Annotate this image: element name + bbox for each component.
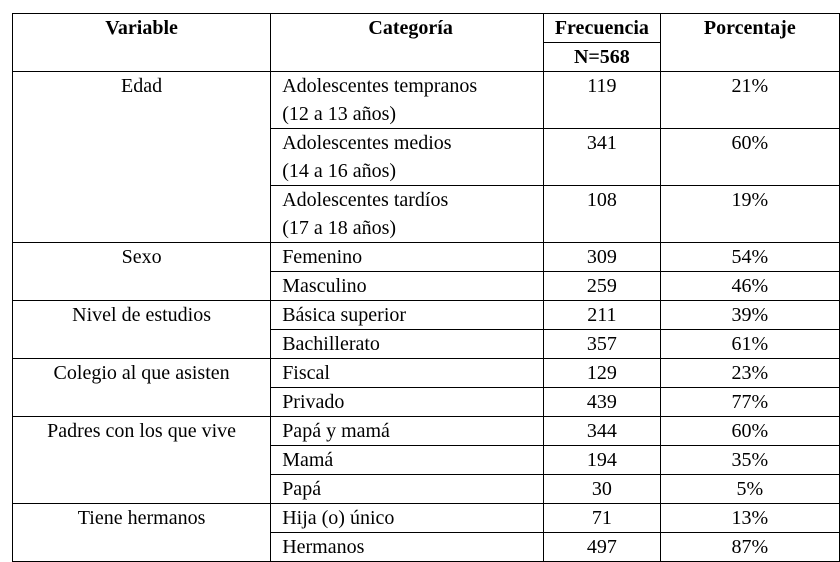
cell-porcentaje: 77% bbox=[660, 388, 839, 417]
header-variable: Variable bbox=[13, 14, 271, 72]
categoria-range: (12 a 13 años) bbox=[282, 103, 397, 125]
cell-frecuencia: 341 bbox=[544, 129, 661, 186]
categoria-label: Adolescentes medios bbox=[282, 132, 452, 154]
cell-frecuencia: 497 bbox=[544, 533, 661, 562]
table-row bbox=[13, 72, 840, 129]
cell-frecuencia: 108 bbox=[544, 186, 661, 243]
cell-porcentaje: 5% bbox=[660, 475, 839, 504]
categoria-label: Fiscal bbox=[282, 362, 330, 384]
categoria-label: Papá bbox=[282, 478, 322, 500]
categoria-label: Femenino bbox=[282, 246, 363, 268]
data-table-container bbox=[12, 13, 840, 562]
cell-frecuencia: 344 bbox=[544, 417, 661, 446]
header-row bbox=[13, 14, 840, 43]
cell-variable: Padres con los que vive bbox=[13, 417, 271, 504]
cell-categoria bbox=[271, 504, 544, 533]
cell-frecuencia: 30 bbox=[544, 475, 661, 504]
table-row bbox=[13, 243, 840, 272]
cell-categoria bbox=[271, 533, 544, 562]
cell-categoria bbox=[271, 186, 544, 243]
cell-porcentaje: 54% bbox=[660, 243, 839, 272]
cell-frecuencia: 71 bbox=[544, 504, 661, 533]
categoria-label: Papá y mamá bbox=[282, 420, 390, 442]
categoria-label: Mamá bbox=[282, 449, 334, 471]
categoria-range: (14 a 16 años) bbox=[282, 160, 397, 182]
cell-variable: Edad bbox=[13, 72, 271, 243]
categoria-label: Hermanos bbox=[282, 536, 365, 558]
header-categoria: Categoría bbox=[271, 14, 544, 72]
cell-categoria bbox=[271, 417, 544, 446]
cell-variable: Sexo bbox=[13, 243, 271, 301]
cell-frecuencia: 259 bbox=[544, 272, 661, 301]
cell-porcentaje: 87% bbox=[660, 533, 839, 562]
cell-porcentaje: 39% bbox=[660, 301, 839, 330]
cell-categoria bbox=[271, 272, 544, 301]
cell-porcentaje: 60% bbox=[660, 417, 839, 446]
categoria-range: (17 a 18 años) bbox=[282, 217, 397, 239]
cell-porcentaje: 21% bbox=[660, 72, 839, 129]
header-sample-size: N=568 bbox=[544, 43, 661, 72]
cell-porcentaje: 23% bbox=[660, 359, 839, 388]
cell-porcentaje: 46% bbox=[660, 272, 839, 301]
table-row bbox=[13, 301, 840, 330]
table-body bbox=[13, 72, 840, 562]
cell-frecuencia: 194 bbox=[544, 446, 661, 475]
cell-categoria bbox=[271, 129, 544, 186]
cell-porcentaje: 35% bbox=[660, 446, 839, 475]
categoria-label: Bachillerato bbox=[282, 333, 380, 355]
cell-variable: Tiene hermanos bbox=[13, 504, 271, 562]
header-frecuencia: Frecuencia bbox=[544, 14, 661, 43]
cell-categoria bbox=[271, 72, 544, 129]
cell-porcentaje: 13% bbox=[660, 504, 839, 533]
categoria-label: Básica superior bbox=[282, 304, 407, 326]
cell-porcentaje: 60% bbox=[660, 129, 839, 186]
categoria-label: Privado bbox=[282, 391, 345, 413]
cell-porcentaje: 61% bbox=[660, 330, 839, 359]
categoria-label: Masculino bbox=[282, 275, 367, 297]
table-row bbox=[13, 359, 840, 388]
cell-frecuencia: 211 bbox=[544, 301, 661, 330]
cell-categoria bbox=[271, 243, 544, 272]
categoria-label: Hija (o) único bbox=[282, 507, 395, 529]
header-porcentaje: Porcentaje bbox=[660, 14, 839, 72]
categoria-label: Adolescentes tempranos bbox=[282, 75, 478, 97]
cell-frecuencia: 119 bbox=[544, 72, 661, 129]
demographics-table bbox=[12, 13, 840, 562]
cell-categoria bbox=[271, 388, 544, 417]
table-row bbox=[13, 417, 840, 446]
cell-frecuencia: 439 bbox=[544, 388, 661, 417]
table-row bbox=[13, 504, 840, 533]
cell-variable: Colegio al que asisten bbox=[13, 359, 271, 417]
cell-frecuencia: 309 bbox=[544, 243, 661, 272]
cell-categoria bbox=[271, 301, 544, 330]
cell-categoria bbox=[271, 330, 544, 359]
cell-porcentaje: 19% bbox=[660, 186, 839, 243]
cell-frecuencia: 129 bbox=[544, 359, 661, 388]
cell-frecuencia: 357 bbox=[544, 330, 661, 359]
cell-categoria bbox=[271, 446, 544, 475]
categoria-label: Adolescentes tardíos bbox=[282, 189, 449, 211]
cell-variable: Nivel de estudios bbox=[13, 301, 271, 359]
cell-categoria bbox=[271, 475, 544, 504]
cell-categoria bbox=[271, 359, 544, 388]
